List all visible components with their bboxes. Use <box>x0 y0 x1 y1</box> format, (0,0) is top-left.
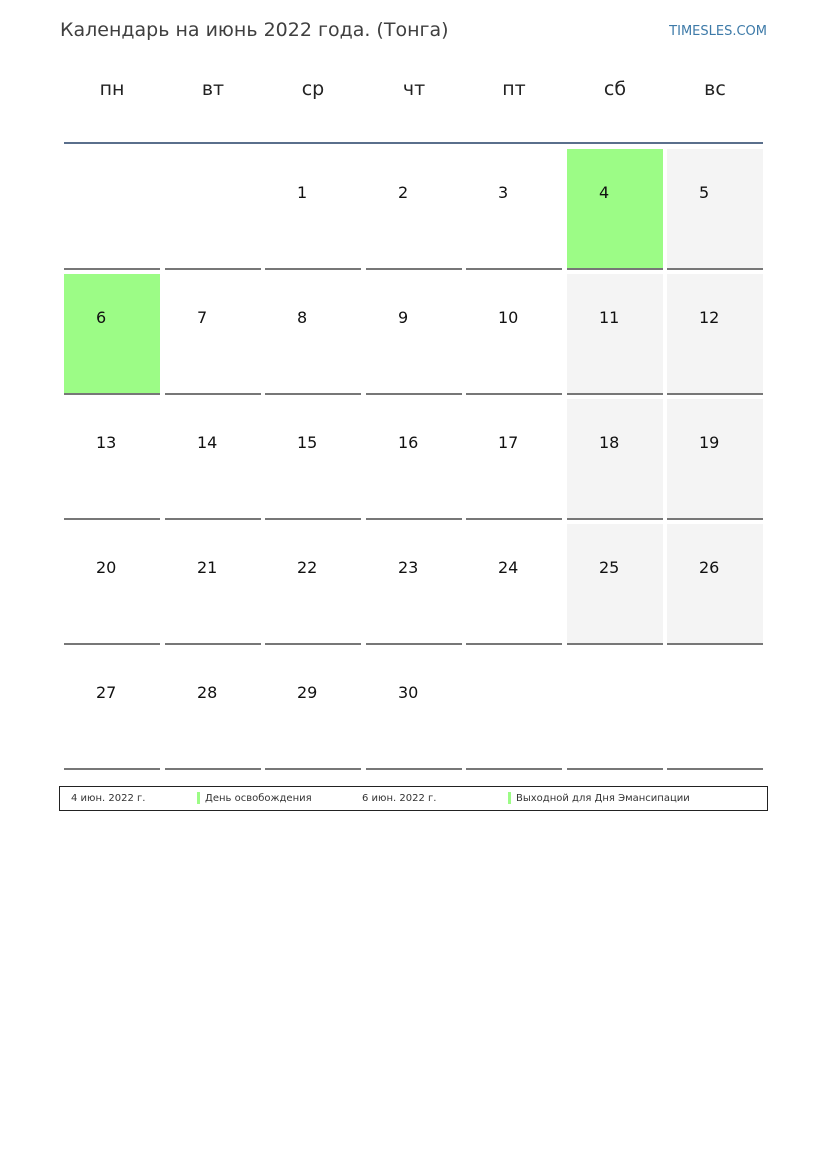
legend-name-2: Выходной для Дня Эмансипации <box>516 793 690 804</box>
legend-name-1: День освобождения <box>205 793 312 804</box>
day-cell-9 <box>366 274 462 395</box>
day-number: 15 <box>297 433 318 452</box>
weekday-wed: ср <box>301 78 325 100</box>
day-number: 16 <box>398 433 419 452</box>
day-number: 3 <box>498 183 509 202</box>
empty-day-cell <box>466 649 562 770</box>
weekday-sun: вс <box>704 78 726 100</box>
day-number: 25 <box>599 558 620 577</box>
day-number: 5 <box>699 183 710 202</box>
day-cell-22 <box>265 524 361 645</box>
day-cell-8 <box>265 274 361 395</box>
day-cell-19 <box>667 399 763 520</box>
day-number: 22 <box>297 558 318 577</box>
day-number: 23 <box>398 558 419 577</box>
day-cell-29 <box>265 649 361 770</box>
day-number: 19 <box>699 433 720 452</box>
day-cell-26 <box>667 524 763 645</box>
day-cell-25 <box>567 524 663 645</box>
day-number: 20 <box>96 558 117 577</box>
day-cell-1 <box>265 149 361 270</box>
day-number: 13 <box>96 433 117 452</box>
day-number: 14 <box>197 433 218 452</box>
day-number: 24 <box>498 558 519 577</box>
day-cell-13 <box>64 399 160 520</box>
weekday-header-row <box>64 78 763 128</box>
day-number: 30 <box>398 683 419 702</box>
day-number: 27 <box>96 683 117 702</box>
day-number: 1 <box>297 183 308 202</box>
legend-color-marker-2 <box>508 792 511 804</box>
day-cell-12 <box>667 274 763 395</box>
day-number: 18 <box>599 433 620 452</box>
day-cell-23 <box>366 524 462 645</box>
day-number: 28 <box>197 683 218 702</box>
day-cell-16 <box>366 399 462 520</box>
day-cell-24 <box>466 524 562 645</box>
day-number: 11 <box>599 308 620 327</box>
empty-day-cell <box>165 149 261 270</box>
day-cell-4 <box>567 149 663 270</box>
brand-link[interactable]: TIMESLES.COM <box>669 24 767 39</box>
day-cell-2 <box>366 149 462 270</box>
day-number: 6 <box>96 308 107 327</box>
day-cell-6 <box>64 274 160 395</box>
day-cell-30 <box>366 649 462 770</box>
legend-date-2: 6 июн. 2022 г. <box>362 793 437 804</box>
day-number: 7 <box>197 308 208 327</box>
empty-day-cell <box>64 149 160 270</box>
weekday-thu: чт <box>402 78 426 100</box>
day-number: 17 <box>498 433 519 452</box>
day-number: 9 <box>398 308 409 327</box>
day-number: 12 <box>699 308 720 327</box>
day-cell-20 <box>64 524 160 645</box>
day-number: 10 <box>498 308 519 327</box>
day-cell-27 <box>64 649 160 770</box>
day-cell-11 <box>567 274 663 395</box>
day-cell-17 <box>466 399 562 520</box>
day-number: 26 <box>699 558 720 577</box>
weekday-mon: пн <box>99 78 125 100</box>
holiday-legend <box>59 786 768 811</box>
day-cell-3 <box>466 149 562 270</box>
empty-day-cell <box>667 649 763 770</box>
weekday-tue: вт <box>201 78 225 100</box>
day-number: 29 <box>297 683 318 702</box>
day-cell-5 <box>667 149 763 270</box>
day-cell-7 <box>165 274 261 395</box>
day-number: 8 <box>297 308 308 327</box>
weekday-sat: сб <box>603 78 627 100</box>
day-cell-15 <box>265 399 361 520</box>
legend-color-marker-1 <box>197 792 200 804</box>
day-number: 21 <box>197 558 218 577</box>
header-divider <box>64 142 763 144</box>
day-cell-14 <box>165 399 261 520</box>
day-number: 4 <box>599 183 610 202</box>
page-title: Календарь на июнь 2022 года. (Тонга) <box>60 19 449 41</box>
day-cell-21 <box>165 524 261 645</box>
calendar-grid <box>64 149 763 770</box>
weekday-fri: пт <box>502 78 526 100</box>
empty-day-cell <box>567 649 663 770</box>
day-number: 2 <box>398 183 409 202</box>
day-cell-28 <box>165 649 261 770</box>
day-cell-10 <box>466 274 562 395</box>
day-cell-18 <box>567 399 663 520</box>
legend-date-1: 4 июн. 2022 г. <box>71 793 146 804</box>
